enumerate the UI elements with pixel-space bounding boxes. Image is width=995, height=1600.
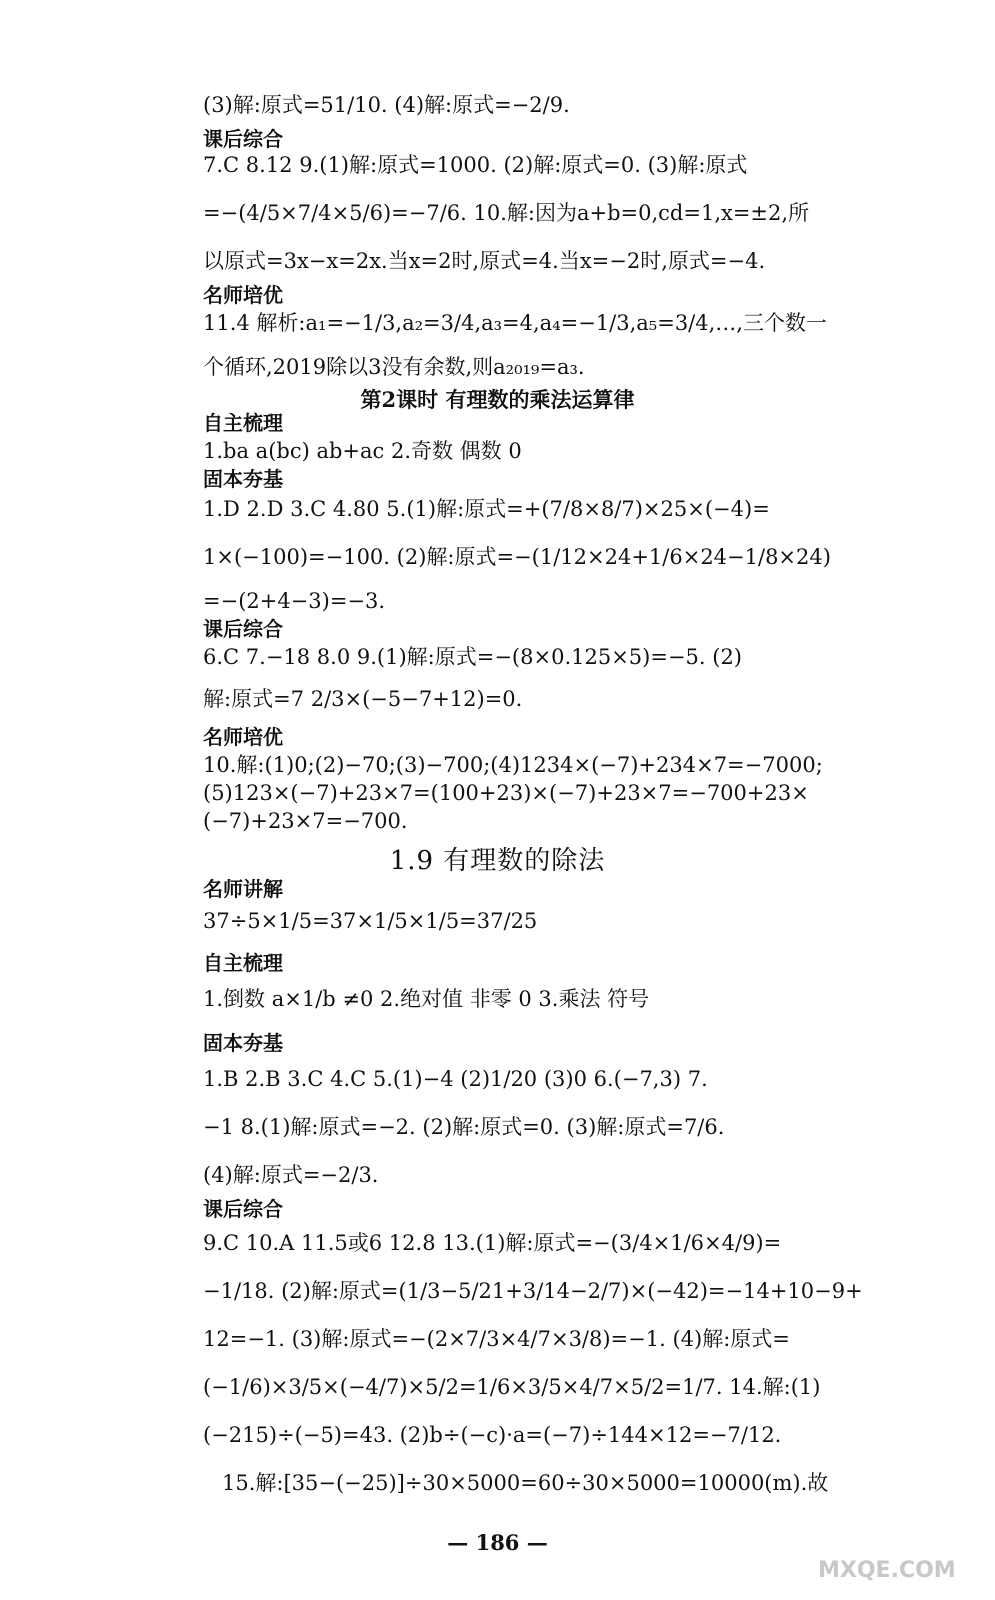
answer-line: 10.解:(1)0;(2)−70;(3)−700;(4)1234×(−7)+234×7=−7000; xyxy=(203,753,823,777)
answer-line: =−(2+4−3)=−3. xyxy=(203,589,386,613)
answer-line: (−7)+23×7=−700. xyxy=(203,809,408,833)
answer-line: (4)解:原式=−2/3. xyxy=(203,1163,379,1187)
answer-line: (3)解:原式=51/10. (4)解:原式=−2/9. xyxy=(203,93,570,117)
answer-line: 解:原式=7 2/3×(−5−7+12)=0. xyxy=(203,687,523,711)
section-heading: 固本夯基 xyxy=(203,1031,283,1055)
section-heading: 自主梳理 xyxy=(203,411,283,435)
answer-line: 6.C 7.−18 8.0 9.(1)解:原式=−(8×0.125×5)=−5. (2) xyxy=(203,645,742,669)
answer-line: (5)123×(−7)+23×7=(100+23)×(−7)+23×7=−700+23× xyxy=(203,781,809,805)
lesson-title: 第2课时 有理数的乘法运算律 xyxy=(360,387,635,412)
section-heading: 课后综合 xyxy=(203,127,283,151)
answer-line: 15.解:[35−(−25)]÷30×5000=60÷30×5000=10000(m).故 xyxy=(222,1471,829,1495)
answer-line: (−1/6)×3/5×(−4/7)×5/2=1/6×3/5×4/7×5/2=1/7. 14.解:(1) xyxy=(203,1375,821,1399)
section-heading: 名师培优 xyxy=(203,725,283,749)
answer-line: 以原式=3x−x=2x.当x=2时,原式=4.当x=−2时,原式=−4. xyxy=(203,249,766,273)
answer-line: 1.ba a(bc) ab+ac 2.奇数 偶数 0 xyxy=(203,439,522,463)
answer-line: 9.C 10.A 11.5或6 12.8 13.(1)解:原式=−(3/4×1/6×4/9)= xyxy=(203,1231,782,1255)
watermark-logo: MXQE.COM xyxy=(818,1558,956,1583)
answer-line: 11.4 解析:a₁=−1/3,a₂=3/4,a₃=4,a₄=−1/3,a₅=3/4,…,三个数一 xyxy=(203,311,827,335)
section-heading: 名师培优 xyxy=(203,283,283,307)
page-number: — 186 — xyxy=(447,1530,548,1555)
section-heading: 自主梳理 xyxy=(203,951,283,975)
answer-line: 1.D 2.D 3.C 4.80 5.(1)解:原式=+(7/8×8/7)×25×(−4)= xyxy=(203,497,770,521)
answer-line: 个循环,2019除以3没有余数,则a₂₀₁₉=a₃. xyxy=(203,355,585,379)
section-heading: 固本夯基 xyxy=(203,467,283,491)
answer-line: −1/18. (2)解:原式=(1/3−5/21+3/14−2/7)×(−42)=−14+10−9+ xyxy=(203,1279,863,1303)
section-heading: 课后综合 xyxy=(203,617,283,641)
answer-line: 7.C 8.12 9.(1)解:原式=1000. (2)解:原式=0. (3)解:原式 xyxy=(203,153,748,177)
answer-line: 1×(−100)=−100. (2)解:原式=−(1/12×24+1/6×24−1/8×24) xyxy=(203,545,831,569)
section-heading: 名师讲解 xyxy=(203,877,283,901)
answer-line: =−(4/5×7/4×5/6)=−7/6. 10.解:因为a+b=0,cd=1,x=±2,所 xyxy=(203,201,810,225)
answer-line: 1.B 2.B 3.C 4.C 5.(1)−4 (2)1/20 (3)0 6.(−7,3) 7. xyxy=(203,1067,708,1091)
answer-line: −1 8.(1)解:原式=−2. (2)解:原式=0. (3)解:原式=7/6. xyxy=(203,1115,725,1139)
section-heading: 课后综合 xyxy=(203,1197,283,1221)
chapter-title: 1.9 有理数的除法 xyxy=(389,846,606,876)
answer-line: (−215)÷(−5)=43. (2)b÷(−c)·a=(−7)÷144×12=−7/12. xyxy=(203,1423,782,1447)
answer-line: 12=−1. (3)解:原式=−(2×7/3×4/7×3/8)=−1. (4)解:原式= xyxy=(203,1327,790,1351)
answer-line: 1.倒数 a×1/b ≠0 2.绝对值 非零 0 3.乘法 符号 xyxy=(203,987,650,1011)
answer-line: 37÷5×1/5=37×1/5×1/5=37/25 xyxy=(203,909,538,933)
